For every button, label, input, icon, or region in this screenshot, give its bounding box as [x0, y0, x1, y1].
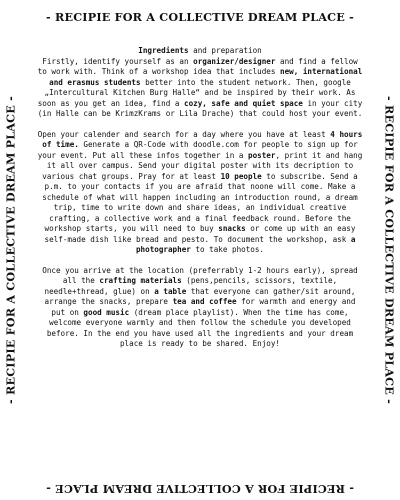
- emphasis: snacks: [218, 224, 246, 233]
- emphasis: good music: [83, 307, 130, 317]
- text: and find a fellow to work with. Think of a workshop idea that includes: [37, 56, 358, 76]
- text: , print it and hang it all over campus. Send your digital poster with its decription to various chat groups. Pray for at least: [42, 150, 363, 181]
- text: in your city (in Halle can be KrimzKrams or Lila Drache) that could host your event.: [37, 98, 363, 118]
- emphasis: tea and coffee: [172, 297, 237, 306]
- text: to subscribe. Send a p.m. to your contacts if you are afraid that noone will come. Make a schedule of what will happen including an introduction round, a dream trip, time to write down and share ideas, an individual creative crafting, a collective work and a final feedback round. Before the workshop starts, you will need to buy: [42, 171, 358, 233]
- text: Generate a QR-Code with doodle.com for people to sign up for your event. Put all these infos together in a: [37, 140, 358, 160]
- text: or come up with an easy self-made dish like bread and pesto. To document the workshop, ask: [44, 224, 356, 244]
- emphasis: a photographer: [135, 234, 356, 254]
- text: better into the student network. Then, google „Intercultural Kitchen Burg Halle“ and be inspired by their work. As soon as you get an idea, find a: [37, 77, 356, 108]
- paragraph-planning: [37, 130, 363, 256]
- text: and preparation: [188, 46, 262, 55]
- recipe-body: [37, 46, 363, 360]
- emphasis: 4 hours of time.: [42, 129, 363, 149]
- banner-left: - RECIPIE FOR A COLLECTIVE DREAM PLACE -: [3, 96, 18, 404]
- emphasis: organizer/designer: [193, 56, 276, 66]
- paragraph-event: [37, 266, 363, 350]
- emphasis: 10 people: [220, 171, 262, 181]
- text: to take photos.: [190, 245, 265, 254]
- text: (pens,pencils, scissors, textile, needle+thread, glue) on: [44, 276, 338, 296]
- emphasis: poster: [248, 150, 276, 160]
- text: that everyone can gather/sit around, arrange the snacks, prepare: [44, 286, 356, 306]
- text: Once you arrive at the location (preferrably 1-2 hours early), spread all the: [42, 265, 358, 285]
- emphasis: a table: [154, 286, 187, 296]
- emphasis: new, international and erasmus students: [49, 67, 363, 87]
- text: (dream place playlist). When the time has come, welcome everyone warmly and then follow the schedule you developed before. In the end you have used all the ingredients and your dream place is ready to be shared. Enjoy!: [46, 307, 354, 348]
- banner-right: - RECIPIE FOR A COLLECTIVE DREAM PLACE -: [382, 96, 397, 404]
- banner-top: - RECIPIE FOR A COLLECTIVE DREAM PLACE -: [46, 10, 354, 24]
- emphasis: cozy, safe and quiet space: [184, 98, 303, 108]
- section-heading: Ingredients: [138, 46, 189, 55]
- text: Firstly, identify yourself as an: [42, 56, 194, 66]
- emphasis: crafting materials: [99, 276, 182, 285]
- paragraph-ingredients: [37, 46, 363, 120]
- text: for warmth and energy and put on: [51, 297, 356, 317]
- text: Open your calender and search for a day where you have at least: [37, 129, 331, 139]
- banner-bottom: - RECIPIE FOR A COLLECTIVE DREAM PLACE -: [46, 482, 354, 496]
